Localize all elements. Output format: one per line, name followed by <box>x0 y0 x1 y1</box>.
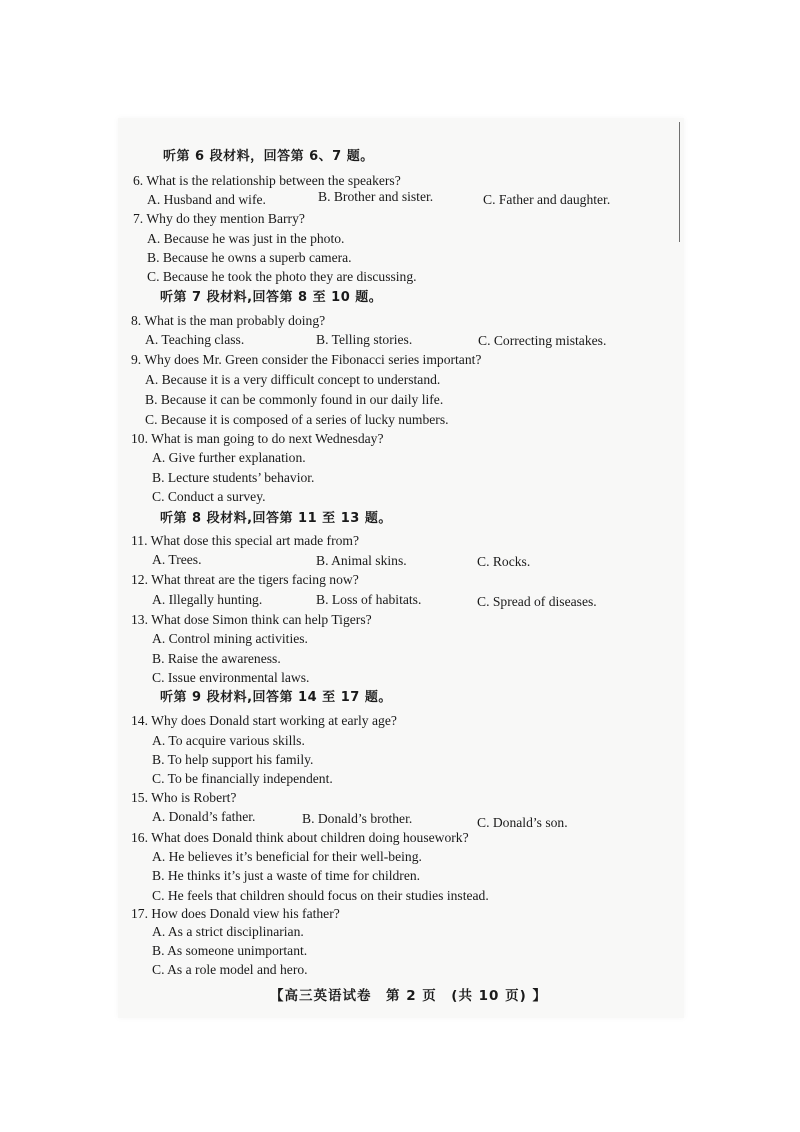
option-c: C. Father and daughter. <box>483 192 611 207</box>
option-b: B. Lecture students’ behavior. <box>152 470 315 485</box>
option-c: C. To be financially independent. <box>152 771 333 786</box>
option-c: C. Because it is composed of a series of lucky numbers. <box>145 412 449 427</box>
option-b: B. As someone unimportant. <box>152 943 308 958</box>
option-a: A. Trees. <box>152 552 202 567</box>
option-c: C. Correcting mistakes. <box>478 333 607 348</box>
option-b: B. Animal skins. <box>316 553 407 568</box>
option-a: A. Because he was just in the photo. <box>147 231 345 246</box>
question-stem: 6. What is the relationship between the speakers? <box>133 173 401 188</box>
option-b: B. Because he owns a superb camera. <box>147 250 352 265</box>
question-stem: 9. Why does Mr. Green consider the Fibonacci series important? <box>131 352 482 367</box>
option-c: C. Donald’s son. <box>477 815 568 830</box>
option-a: A. Donald’s father. <box>152 809 256 824</box>
option-a: A. He believes it’s beneficial for their well-being. <box>152 849 422 864</box>
question-stem: 7. Why do they mention Barry? <box>133 211 305 226</box>
page-footer: 【高三英语试卷 第 2 页 (共 10 页) 】 <box>270 988 548 1004</box>
option-b: B. Raise the awareness. <box>152 651 281 666</box>
option-b: B. Because it can be commonly found in our daily life. <box>145 392 444 407</box>
question-stem: 10. What is man going to do next Wednesday? <box>131 431 384 446</box>
option-a: A. Because it is a very difficult concept to understand. <box>145 372 441 387</box>
option-b: B. Brother and sister. <box>318 189 434 204</box>
option-b: B. He thinks it’s just a waste of time for children. <box>152 868 421 883</box>
option-c: C. Because he took the photo they are discussing. <box>147 269 417 284</box>
option-a: A. Teaching class. <box>145 332 245 347</box>
option-c: C. He feels that children should focus on their studies instead. <box>152 888 489 903</box>
question-stem: 14. Why does Donald start working at early age? <box>131 713 397 728</box>
section-heading: 听第 7 段材料,回答第 8 至 10 题。 <box>160 290 383 305</box>
option-c: C. As a role model and hero. <box>152 962 308 977</box>
section-heading: 听第 9 段材料,回答第 14 至 17 题。 <box>160 690 392 705</box>
option-b: B. Loss of habitats. <box>316 592 422 607</box>
section-heading: 听第 6 段材料，回答第 6、7 题。 <box>163 149 374 164</box>
question-stem: 17. How does Donald view his father? <box>131 906 340 921</box>
option-c: C. Rocks. <box>477 554 531 569</box>
section-heading: 听第 8 段材料,回答第 11 至 13 题。 <box>160 511 392 526</box>
option-a: A. As a strict disciplinarian. <box>152 924 304 939</box>
question-stem: 12. What threat are the tigers facing now? <box>131 572 359 587</box>
option-a: A. To acquire various skills. <box>152 733 305 748</box>
question-stem: 13. What dose Simon think can help Tigers? <box>131 612 372 627</box>
option-a: A. Illegally hunting. <box>152 592 263 607</box>
option-c: C. Issue environmental laws. <box>152 670 310 685</box>
question-stem: 11. What dose this special art made from? <box>131 533 360 548</box>
option-a: A. Husband and wife. <box>147 192 266 207</box>
option-a: A. Control mining activities. <box>152 631 308 646</box>
option-b: B. Donald’s brother. <box>302 811 413 826</box>
option-a: A. Give further explanation. <box>152 450 306 465</box>
option-c: C. Conduct a survey. <box>152 489 266 504</box>
question-stem: 15. Who is Robert? <box>131 790 237 805</box>
question-stem: 16. What does Donald think about children doing housework? <box>131 830 469 845</box>
option-c: C. Spread of diseases. <box>477 594 597 609</box>
question-stem: 8. What is the man probably doing? <box>131 313 326 328</box>
option-b: B. To help support his family. <box>152 752 314 767</box>
option-b: B. Telling stories. <box>316 332 413 347</box>
